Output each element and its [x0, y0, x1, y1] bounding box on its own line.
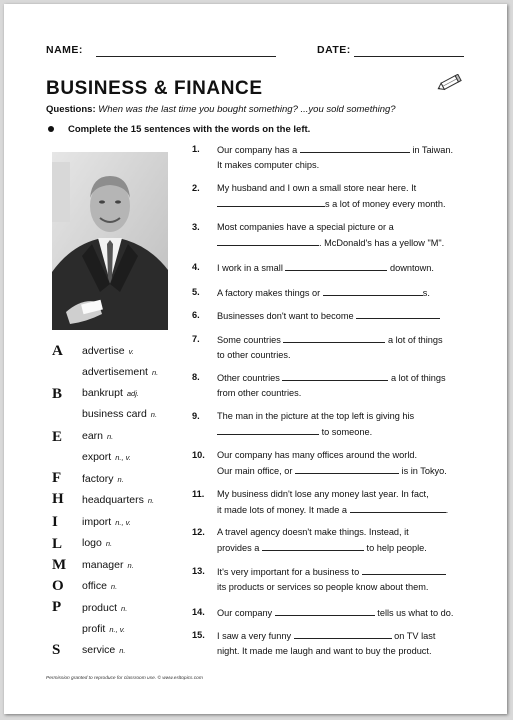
instruction-text: Complete the 15 sentences with the words on the left.: [68, 124, 311, 135]
answer-blank[interactable]: [262, 540, 364, 551]
sentence-text: is in Tokyo.: [401, 466, 447, 476]
vocab-word: office: [82, 580, 107, 592]
sentence-text: Most companies have a special picture or a: [217, 222, 394, 232]
vocab-pos: n., v.: [115, 518, 131, 527]
answer-blank[interactable]: [362, 564, 446, 575]
vocab-word: manager: [82, 559, 124, 571]
letter-b: B: [52, 386, 63, 402]
sentence-number: 3.: [192, 222, 200, 232]
vocab-word: export: [82, 451, 112, 463]
vocab-item: [82, 516, 131, 528]
vocab-word: advertisement: [82, 366, 148, 378]
vocab-word: business card: [82, 408, 147, 420]
vocab-item: [82, 602, 127, 614]
vocab-word: bankrupt: [82, 387, 123, 399]
letter-o: O: [52, 578, 64, 594]
vocab-word: logo: [82, 537, 102, 549]
sentence-text: a lot of things: [387, 335, 443, 345]
date-line: [354, 56, 464, 57]
sentence-text: to other countries.: [217, 350, 291, 360]
vocab-item: [82, 473, 124, 485]
answer-blank[interactable]: [283, 332, 385, 343]
letter-i: I: [52, 514, 58, 530]
sentence-text: night. It made me laugh and want to buy the product.: [217, 646, 432, 656]
vocab-pos: n.: [127, 561, 134, 570]
vocab-word: factory: [82, 473, 114, 485]
copyright-footer: Permission granted to reproduce for classroom use. © www.esltopics.com: [46, 676, 203, 681]
sentence-number: 5.: [192, 287, 200, 297]
answer-blank[interactable]: [295, 463, 399, 474]
vocab-pos: n.: [151, 368, 159, 377]
sentence-text: in Taiwan.: [412, 145, 453, 155]
answer-blank[interactable]: [217, 424, 319, 435]
sentence-text: s a lot of money every month.: [325, 199, 446, 209]
letter-e: E: [52, 429, 63, 445]
questions-label: Questions:: [46, 104, 96, 115]
sentence-text: .: [445, 505, 449, 515]
answer-blank[interactable]: [294, 628, 392, 639]
answer-blank[interactable]: [323, 285, 423, 296]
vocab-pos: adj.: [126, 389, 139, 398]
sentence-text: to someone.: [321, 427, 373, 437]
name-line: [96, 56, 276, 57]
vocab-pos: v.: [128, 347, 134, 356]
letter-s: S: [52, 642, 61, 658]
sentence-text: it made lots of money. It made a: [217, 505, 348, 515]
instruction: [46, 124, 310, 135]
sentence-number: 10.: [192, 450, 205, 460]
vocab-item: [82, 494, 154, 506]
name-label: NAME:: [46, 44, 83, 56]
sentence-text: A travel agency doesn't make things. Instead, it: [217, 527, 409, 537]
sentence-text: to help people.: [366, 543, 427, 553]
sentence-text: A factory makes things or: [217, 288, 321, 298]
sentence-text: tells us what to do.: [377, 608, 454, 618]
worksheet-title: BUSINESS & FINANCE: [46, 78, 263, 99]
sentence-text: downtown.: [390, 263, 434, 273]
pencil-icon: [436, 74, 464, 92]
worksheet-page: [4, 4, 507, 714]
sentence-text: Our main office, or: [217, 466, 293, 476]
vocab-item: [82, 580, 117, 592]
vocab-word: advertise: [82, 345, 125, 357]
sentence-number: 7.: [192, 334, 200, 344]
letter-f: F: [52, 470, 62, 486]
sentence-number: 13.: [192, 566, 205, 576]
sentence-number: 9.: [192, 411, 200, 421]
sentence-number: 11.: [192, 489, 205, 499]
vocab-item: [82, 345, 134, 357]
vocab-item: [82, 623, 125, 635]
sentence-text: Our company has a: [217, 145, 298, 155]
businessman-photo: [52, 152, 168, 330]
vocab-item: [82, 559, 134, 571]
answer-blank[interactable]: [282, 370, 388, 381]
sentence-text: Some countries: [217, 335, 281, 345]
vocab-pos: n.: [147, 496, 155, 505]
questions-text: When was the last time you bought something? ...you sold something?: [98, 104, 396, 115]
letter-m: M: [52, 557, 67, 573]
vocab-item: [82, 537, 112, 549]
vocab-pos: n.: [117, 475, 124, 484]
vocab-item: [82, 644, 126, 656]
sentence-text: provides a: [217, 543, 260, 553]
sentence-number: 1.: [192, 144, 200, 154]
sentence-number: 6.: [192, 310, 200, 320]
sentence-number: 8.: [192, 372, 200, 382]
vocab-pos: n.: [119, 646, 126, 655]
sentence-text: on TV last: [394, 631, 436, 641]
sentence-text: My business didn't lose any money last year. In fact,: [217, 489, 429, 499]
sentence-text: It makes computer chips.: [217, 160, 320, 170]
sentence-text: It's very important for a business to: [217, 567, 360, 577]
sentence-text: s.: [422, 288, 430, 298]
vocab-word: service: [82, 644, 116, 656]
answer-blank[interactable]: [217, 196, 325, 207]
vocab-pos: n., v.: [109, 625, 126, 634]
sentence-text: from other countries.: [217, 388, 302, 398]
sentence-text: My husband and I own a small store near here. It: [217, 183, 417, 193]
sentence-text: a lot of things: [390, 373, 446, 383]
sentence-number: 14.: [192, 607, 205, 617]
letter-p: P: [52, 599, 62, 615]
vocab-pos: n.: [105, 539, 113, 548]
sentence-text: its products or services so people know about them.: [217, 582, 429, 592]
answer-blank[interactable]: [300, 142, 410, 153]
sentence-number: 15.: [192, 630, 205, 640]
bullet-icon: [48, 126, 54, 132]
sentence-number: 2.: [192, 183, 200, 193]
vocab-item: [82, 451, 131, 463]
vocab-pos: n.: [110, 582, 118, 591]
answer-blank[interactable]: [356, 308, 440, 319]
vocab-pos: n.: [150, 410, 158, 419]
vocab-item: [82, 387, 139, 399]
letter-l: L: [52, 536, 63, 552]
answer-blank[interactable]: [285, 260, 387, 271]
sentence-text: Our company: [217, 608, 273, 618]
sentence-number: 12.: [192, 527, 205, 537]
discussion-questions: [46, 104, 396, 115]
sentence-text: Other countries: [217, 373, 280, 383]
letter-a: A: [52, 343, 63, 359]
vocab-pos: n.: [121, 604, 128, 613]
sentence-text: The man in the picture at the top left is giving his: [217, 411, 415, 421]
sentence-text: . McDonald's has a yellow "M".: [319, 238, 445, 248]
answer-blank[interactable]: [217, 235, 319, 246]
vocab-item: [82, 408, 157, 420]
sentence-number: 4.: [192, 262, 200, 272]
sentence-text: Businesses don't want to become: [217, 311, 354, 321]
vocab-item: [82, 430, 113, 442]
vocab-item: [82, 366, 158, 378]
answer-blank[interactable]: [350, 502, 446, 513]
vocab-word: product: [82, 602, 118, 614]
sentence-text: I saw a very funny: [217, 631, 292, 641]
sentence-text: I work in a small: [217, 263, 283, 273]
vocab-word: profit: [82, 623, 106, 635]
date-label: DATE:: [317, 44, 351, 56]
vocab-word: headquarters: [82, 494, 144, 506]
letter-h: H: [52, 491, 64, 507]
vocab-word: earn: [82, 430, 104, 442]
vocab-word: import: [82, 516, 112, 528]
sentence-text: Our company has many offices around the world.: [217, 450, 418, 460]
answer-blank[interactable]: [275, 605, 375, 616]
vocab-pos: n., v.: [115, 453, 131, 462]
vocab-pos: n.: [107, 432, 114, 441]
